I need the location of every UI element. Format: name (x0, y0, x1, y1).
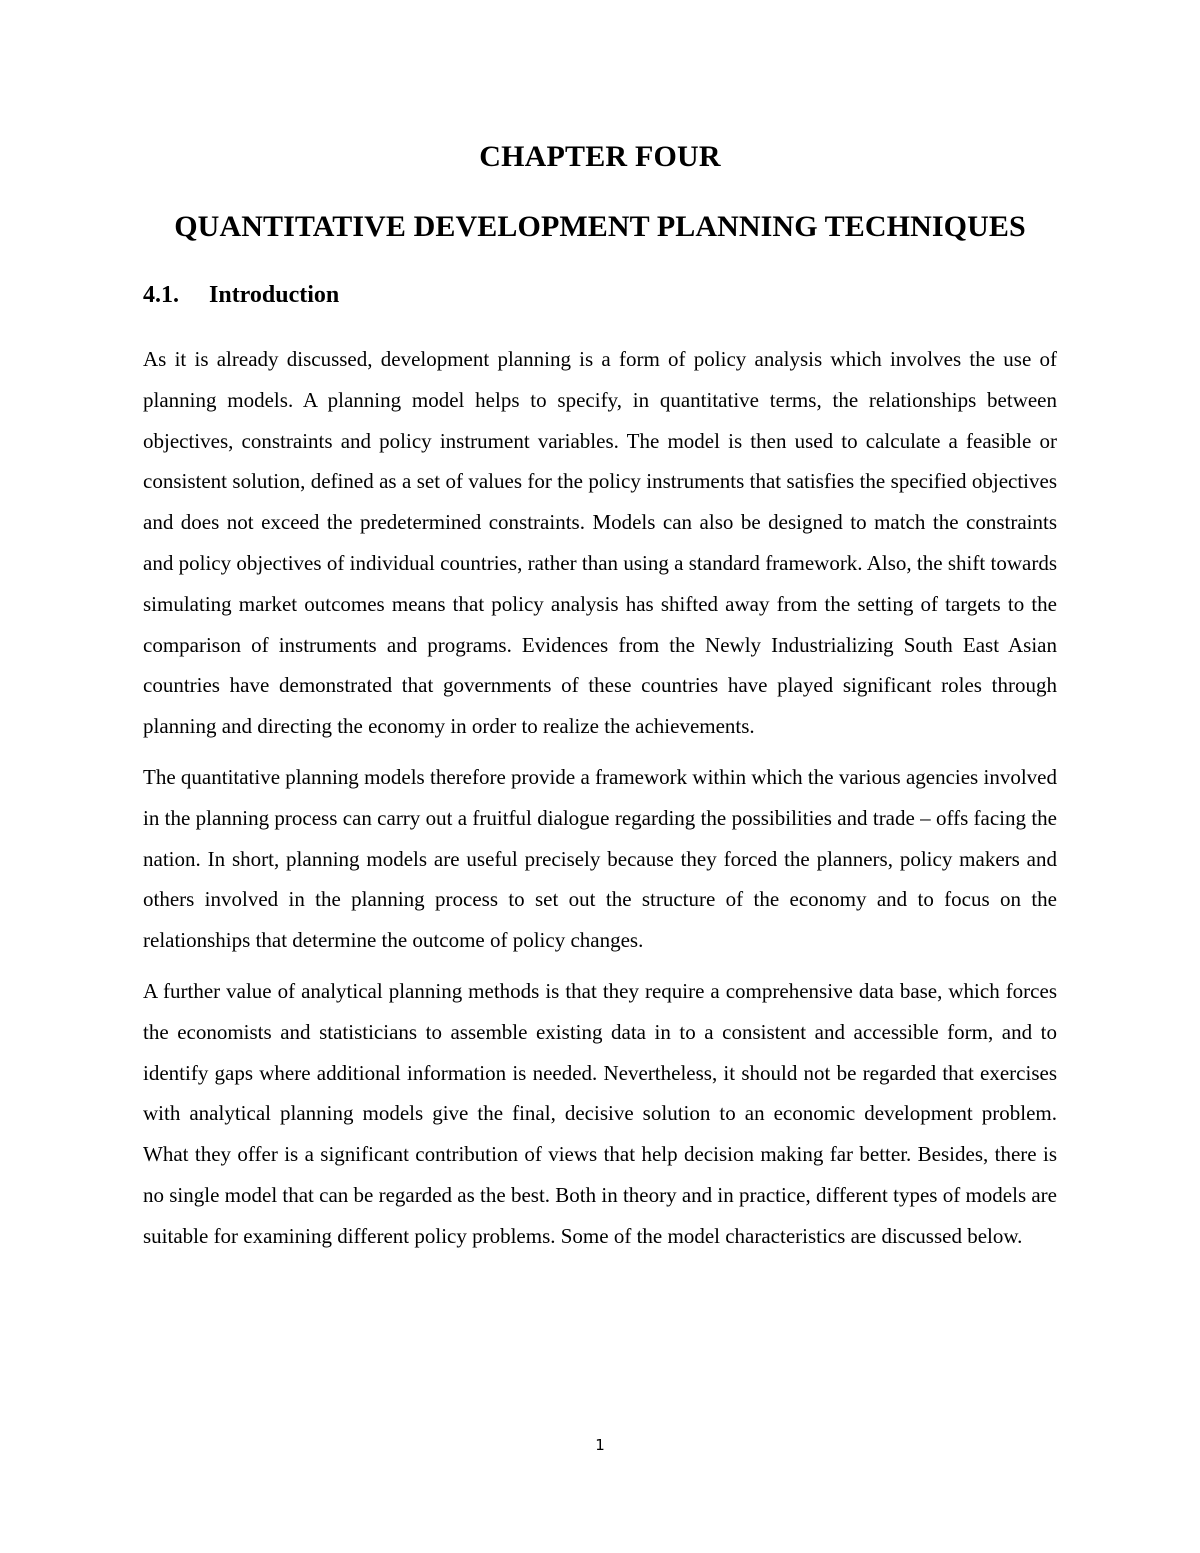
section-title: Introduction (209, 282, 340, 308)
page-number: 1 (595, 1436, 605, 1454)
paragraph-planning-models: The quantitative planning models therefore provide a framework within which the various agencies involved in the planning process can carry out a fruitful dialogue regarding the possibilities and trade – offs facing the nation. In short, planning models are useful precisely because they forced the planners, policy makers and others involved in the planning process to set out the structure of the economy and to focus on the relationships that determine the outcome of policy changes. (143, 764, 1057, 953)
paragraph-analytical-methods: A further value of analytical planning methods is that they require a comprehensive data base, which forces the economists and statisticians to assemble existing data in to a consistent and accessible form, and to identify gaps where additional information is needed. Nevertheless, it should not be regarded that exercises with analytical planning models give the final, decisive solution to an economic development problem. What they offer is a significant contribution of views that help decision making far better. Besides, there is no single model that can be regarded as the best. Both in theory and in practice, different types of models are suitable for examining different policy problems. Some of the model characteristics are discussed below. (143, 978, 1057, 1248)
main-title: QUANTITATIVE DEVELOPMENT PLANNING TECHNIQUES (174, 210, 1026, 243)
section-number: 4.1. (143, 282, 179, 308)
section-heading (143, 282, 339, 309)
body-content (143, 339, 1057, 1267)
paragraph-introduction: As it is already discussed, development planning is a form of policy analysis which involves the use of planning models. A planning model helps to specify, in quantitative terms, the relationships between objectives, constraints and policy instrument variables. The model is then used to calculate a feasible or consistent solution, defined as a set of values for the policy instruments that satisfies the specified objectives and does not exceed the predetermined constraints. Models can also be designed to match the constraints and policy objectives of individual countries, rather than using a standard framework. Also, the shift towards simulating market outcomes means that policy analysis has shifted away from the setting of targets to the comparison of instruments and programs. Evidences from the Newly Industrializing South East Asian countries have demonstrated that governments of these countries have played significant roles through planning and directing the economy in order to realize the achievements. (143, 347, 1057, 739)
chapter-title: CHAPTER FOUR (479, 140, 721, 173)
